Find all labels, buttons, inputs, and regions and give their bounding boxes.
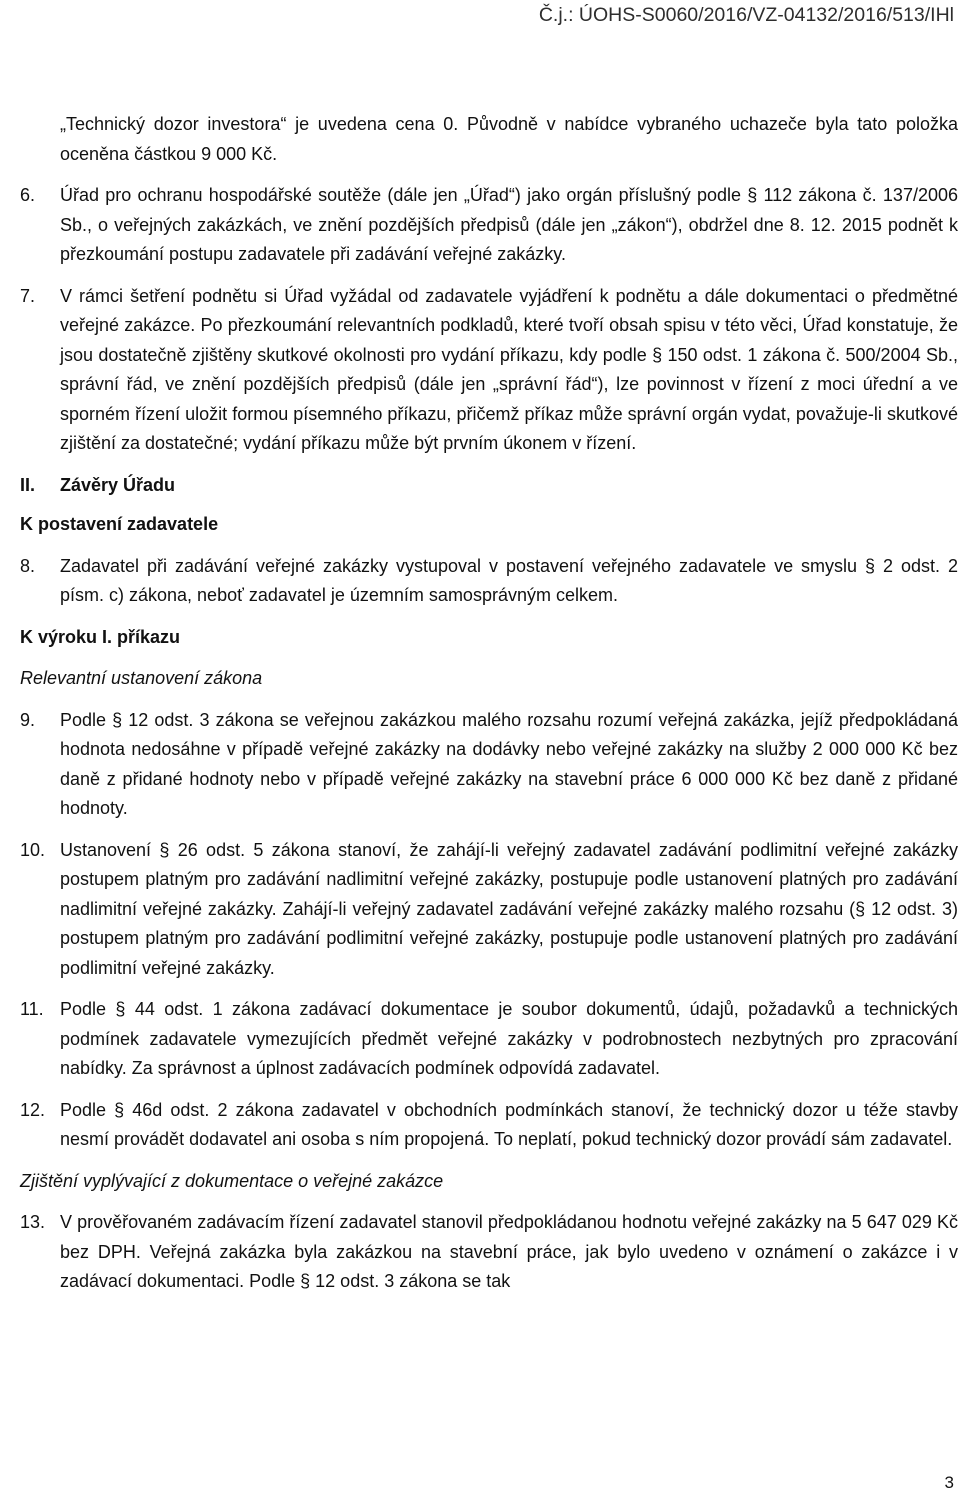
subheading-ustanoveni: Relevantní ustanovení zákona [20, 668, 263, 688]
item-number: 11. [20, 999, 44, 1019]
item-text: Zadavatel při zadávání veřejné zakázky vystupoval v postavení veřejného zadavatele ve smyslu § 2 odst. 2 písm. c) zákona, neboť zadavatel je územním samosprávným celkem. [60, 555, 958, 605]
list-item [20, 282, 958, 459]
subheading-zadavatel: K postavení zadavatele [20, 514, 219, 534]
section-title: Závěry Úřadu [60, 474, 176, 495]
section-number: II. [20, 474, 36, 495]
list-item [20, 1096, 958, 1155]
item-text: V rámci šetření podnětu si Úřad vyžádal od zadavatele vyjádření k podnětu a dále dokumentaci o předmětné veřejné zakázce. Po přezkoumání relevantních podkladů, které tvoří obsah spisu v této věci, Úřad konstatuje, že jsou dostatečně zjištěny skutkové okolnosti pro vydání příkazu, kdy podle § 150 odst. 1 zákona č. 500/2004 Sb., správní řád, ve znění pozdějších předpisů (dále jen „správní řád“), lze povinnost v řízení z moci úřední a ve sporném řízení uložit formou písemného příkazu, přičemž příkaz může správní orgán vydat, považuje-li skutkové zjištění za dostatečné; vydání příkazu může být prvním úkonem v řízení. [60, 285, 958, 453]
item-number: 13. [20, 1212, 46, 1232]
page-number: 3 [944, 1473, 954, 1492]
list-item [20, 181, 958, 270]
document-reference: Č.j.: ÚOHS-S0060/2016/VZ-04132/2016/513/IHl [538, 4, 954, 26]
item-text: V prověřovaném zadávacím řízení zadavatel stanovil předpokládanou hodnotu veřejné zakázky na 5 647 029 Kč bez DPH. Veřejná zakázka byla zakázkou na stavební práce, jak bylo uvedeno v oznámení o zakázce i v zadávací dokumentaci. Podle § 12 odst. 3 zákona se tak [60, 1212, 958, 1291]
item-number: 12. [20, 1099, 46, 1120]
item-number: 9. [20, 709, 36, 730]
document-body [20, 110, 958, 1309]
item-text: Podle § 12 odst. 3 zákona se veřejnou zakázkou malého rozsahu rozumí veřejná zakázka, jejíž předpokládaná hodnota nedosáhne v případě veřejné zakázky na dodávky nebo veřejné zakázky na služby 2 000 000 Kč bez daně z přidané hodnoty nebo v případě veřejné zakázky na stavební práce 6 000 000 Kč bez daně z přidané hodnoty. [60, 709, 958, 818]
item-text: Podle § 44 odst. 1 zákona zadávací dokumentace je soubor dokumentů, údajů, požadavků a technických podmínek zadavatele vymezujících předmět veřejné zakázky v podrobnostech nezbytných pro zpracování nabídky. Za správnost a úplnost zadávacích podmínek odpovídá zadavatel. [60, 999, 958, 1078]
subheading-zjisteni: Zjištění vyplývající z dokumentace o veřejné zakázce [20, 1170, 444, 1191]
item-number: 7. [20, 285, 36, 306]
item-text: Podle § 46d odst. 2 zákona zadavatel v obchodních podmínkách stanoví, že technický dozor u téže stavby nesmí provádět dodavatel ani osoba s ním propojená. To neplatí, pokud technický dozor provádí sám zadavatel. [60, 1099, 958, 1149]
item-text: Ustanovení § 26 odst. 5 zákona stanoví, že zahájí-li veřejný zadavatel zadávání podlimitní veřejné zakázky postupem platným pro zadávání nadlimitní veřejné zakázky, postupuje podle ustanovení platných pro zadávání nadlimitní veřejné zakázky. Zahájí-li veřejný zadavatel zadávání veřejné zakázky malého rozsahu (§ 12 odst. 3) postupem platným pro zadávání podlimitní veřejné zakázky, postupuje podle ustanovení platných pro zadávání podlimitní veřejné zakázky. [60, 839, 958, 978]
item-number: 10. [20, 839, 46, 860]
item-text: Úřad pro ochranu hospodářské soutěže (dále jen „Úřad“) jako orgán příslušný podle § 112 zákona č. 137/2006 Sb., o veřejných zakázkách, ve znění pozdějších předpisů (dále jen „zákon“), obdržel dne 8. 12. 2015 podnět k přezkoumání postupu zadavatele při zadávání veřejné zakázky. [60, 185, 958, 264]
intro-paragraph: „Technický dozor investora“ je uvedena cena 0. Původně v nabídce vybraného uchazeče byla tato položka oceněna částkou 9 000 Kč. [60, 114, 958, 164]
list-item [20, 552, 958, 611]
section-heading [20, 471, 958, 501]
item-number: 8. [20, 555, 36, 576]
item-number: 6. [20, 185, 36, 205]
subheading-vyrok: K výroku I. příkazu [20, 626, 181, 647]
list-item [20, 836, 958, 984]
list-item [20, 995, 958, 1084]
list-item [20, 706, 958, 824]
list-item [20, 1208, 958, 1297]
